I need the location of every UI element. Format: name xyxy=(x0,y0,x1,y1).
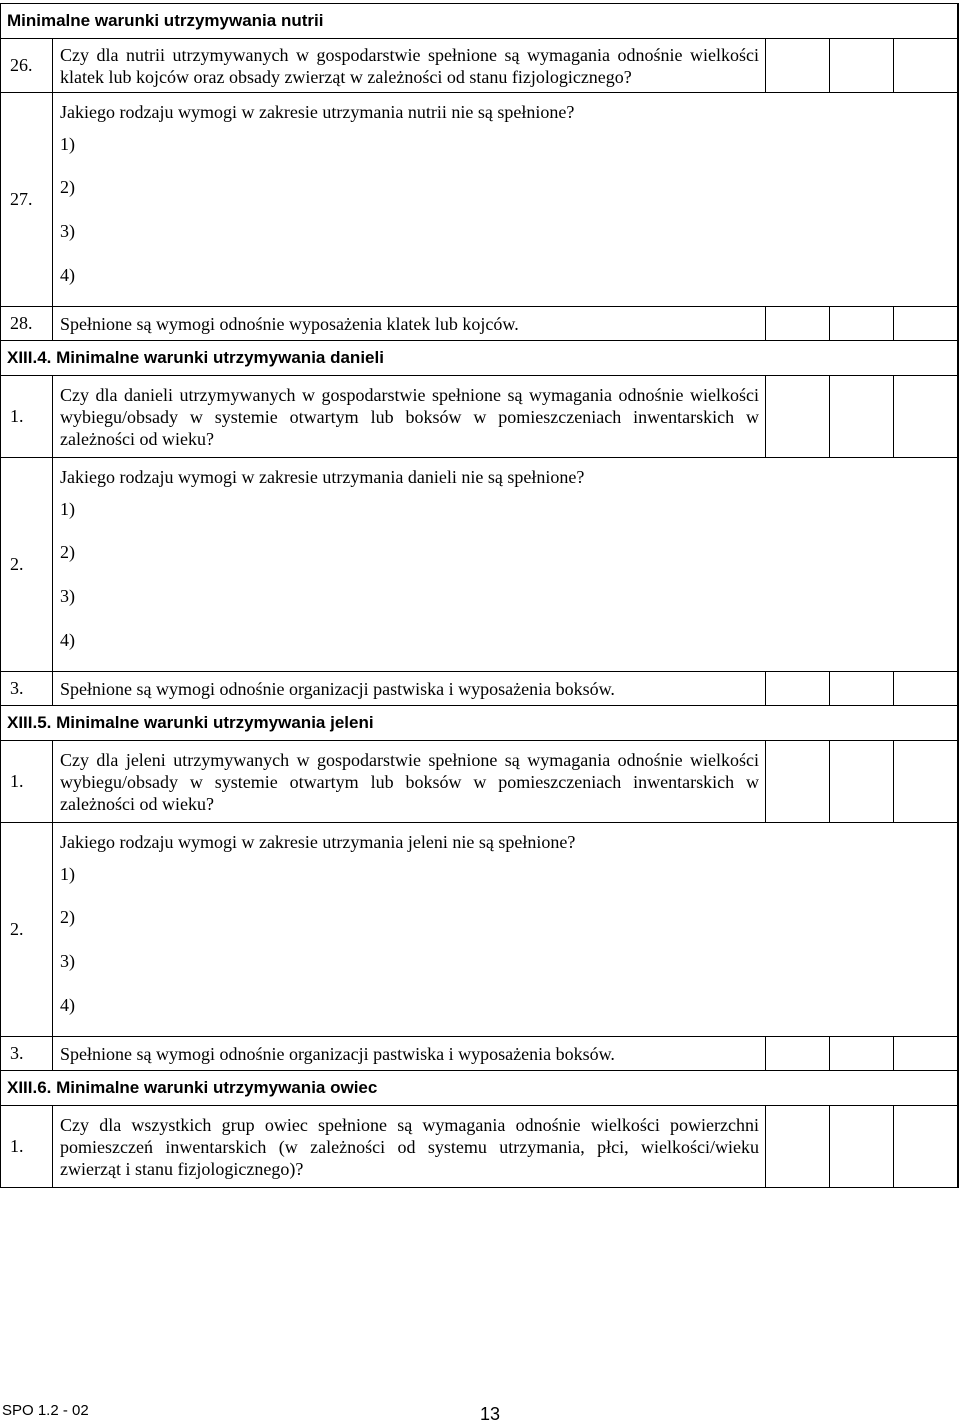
list-item[interactable]: 3) xyxy=(60,951,75,971)
question-text: Jakiego rodzaju wymogi w zakresie utrzymania danieli nie są spełnione? xyxy=(60,467,585,487)
statement-text: Spełnione są wymogi odnośnie organizacji pastwiska i wyposażenia boksów. xyxy=(53,672,766,706)
form-row-28 xyxy=(1,307,958,341)
section-title: XIII.4. Minimalne warunki utrzymywania danieli xyxy=(1,341,958,376)
section-title: Minimalne warunki utrzymywania nutrii xyxy=(1,4,958,39)
list-item[interactable]: 1) xyxy=(60,499,75,519)
form-row-2 xyxy=(1,458,958,672)
answer-cell[interactable] xyxy=(830,1106,894,1188)
answer-cell[interactable] xyxy=(894,672,958,706)
question-text: Czy dla nutrii utrzymywanych w gospodarstwie spełnione są wymagania odnośnie wielkości klatek lub kojców oraz obsady zwierząt w zależności od stanu fizjologicznego? xyxy=(53,39,766,93)
row-number: 28. xyxy=(1,307,53,341)
answer-cell[interactable] xyxy=(766,741,830,823)
inspection-form-table xyxy=(0,3,959,1188)
section-header-nutrie xyxy=(1,4,958,39)
row-number: 26. xyxy=(1,39,53,93)
form-page xyxy=(0,3,958,1188)
form-row-3 xyxy=(1,1037,958,1071)
section-header-jelenie xyxy=(1,706,958,741)
row-number: 1. xyxy=(1,1106,53,1188)
list-item[interactable]: 4) xyxy=(60,265,75,285)
answer-cell[interactable] xyxy=(830,672,894,706)
answer-cell[interactable] xyxy=(766,39,830,93)
form-row-1 xyxy=(1,376,958,458)
row-number: 1. xyxy=(1,376,53,458)
statement-text: Spełnione są wymogi odnośnie organizacji pastwiska i wyposażenia boksów. xyxy=(53,1037,766,1071)
question-text: Czy dla danieli utrzymywanych w gospodarstwie spełnione są wymagania odnośnie wielkości wybiegu/obsady w systemie otwartym lub boksów w pomieszczeniach inwentarskich w zależności od wieku? xyxy=(53,376,766,458)
answer-cell[interactable] xyxy=(894,741,958,823)
list-item[interactable]: 2) xyxy=(60,177,75,197)
answer-list xyxy=(60,123,951,297)
document-code: SPO 1.2 - 02 xyxy=(2,1402,89,1419)
row-number: 1. xyxy=(1,741,53,823)
list-item[interactable]: 4) xyxy=(60,630,75,650)
list-item[interactable]: 1) xyxy=(60,864,75,884)
answer-cell[interactable] xyxy=(830,39,894,93)
section-header-owce xyxy=(1,1071,958,1106)
page-number: 13 xyxy=(480,1404,501,1424)
answer-cell[interactable] xyxy=(766,1037,830,1071)
form-row-3 xyxy=(1,672,958,706)
row-number: 2. xyxy=(1,458,53,672)
list-item[interactable]: 4) xyxy=(60,995,75,1015)
section-title: XIII.5. Minimalne warunki utrzymywania jeleni xyxy=(1,706,958,741)
row-number: 2. xyxy=(1,823,53,1037)
answer-list xyxy=(60,488,951,662)
answer-cell[interactable] xyxy=(894,307,958,341)
form-row-27 xyxy=(1,93,958,307)
list-item[interactable]: 2) xyxy=(60,907,75,927)
form-row-2 xyxy=(1,823,958,1037)
section-header-daniele xyxy=(1,341,958,376)
answer-list xyxy=(60,853,951,1027)
answer-cell[interactable] xyxy=(894,39,958,93)
form-row-1 xyxy=(1,741,958,823)
row-number: 3. xyxy=(1,1037,53,1071)
list-item[interactable]: 3) xyxy=(60,586,75,606)
answer-cell[interactable] xyxy=(830,1037,894,1071)
answer-cell[interactable] xyxy=(766,376,830,458)
answer-cell[interactable] xyxy=(894,1037,958,1071)
answer-cell[interactable] xyxy=(766,1106,830,1188)
answer-cell[interactable] xyxy=(830,307,894,341)
answer-cell[interactable] xyxy=(830,376,894,458)
question-text: Jakiego rodzaju wymogi w zakresie utrzymania jeleni nie są spełnione? xyxy=(60,832,576,852)
list-item[interactable]: 1) xyxy=(60,134,75,154)
section-title: XIII.6. Minimalne warunki utrzymywania owiec xyxy=(1,1071,958,1106)
list-item[interactable]: 3) xyxy=(60,221,75,241)
answer-cell[interactable] xyxy=(766,307,830,341)
form-row-1 xyxy=(1,1106,958,1188)
answer-cell[interactable] xyxy=(894,1106,958,1188)
question-text: Czy dla wszystkich grup owiec spełnione są wymagania odnośnie wielkości powierzchni pomieszczeń inwentarskich (w zależności od systemu utrzymania, płci, wielkości/wieku zwierząt i stanu fizjologicznego)? xyxy=(53,1106,766,1188)
list-item[interactable]: 2) xyxy=(60,542,75,562)
row-number: 27. xyxy=(1,93,53,307)
form-row-26 xyxy=(1,39,958,93)
answer-cell[interactable] xyxy=(894,376,958,458)
question-text: Jakiego rodzaju wymogi w zakresie utrzymania nutrii nie są spełnione? xyxy=(60,102,575,122)
answer-cell[interactable] xyxy=(766,672,830,706)
row-number: 3. xyxy=(1,672,53,706)
answer-cell[interactable] xyxy=(830,741,894,823)
statement-text: Spełnione są wymogi odnośnie wyposażenia klatek lub kojców. xyxy=(53,307,766,341)
question-text: Czy dla jeleni utrzymywanych w gospodarstwie spełnione są wymagania odnośnie wielkości wybiegu/obsady w systemie otwartym lub boksów w pomieszczeniach inwentarskich w zależności od wieku? xyxy=(53,741,766,823)
